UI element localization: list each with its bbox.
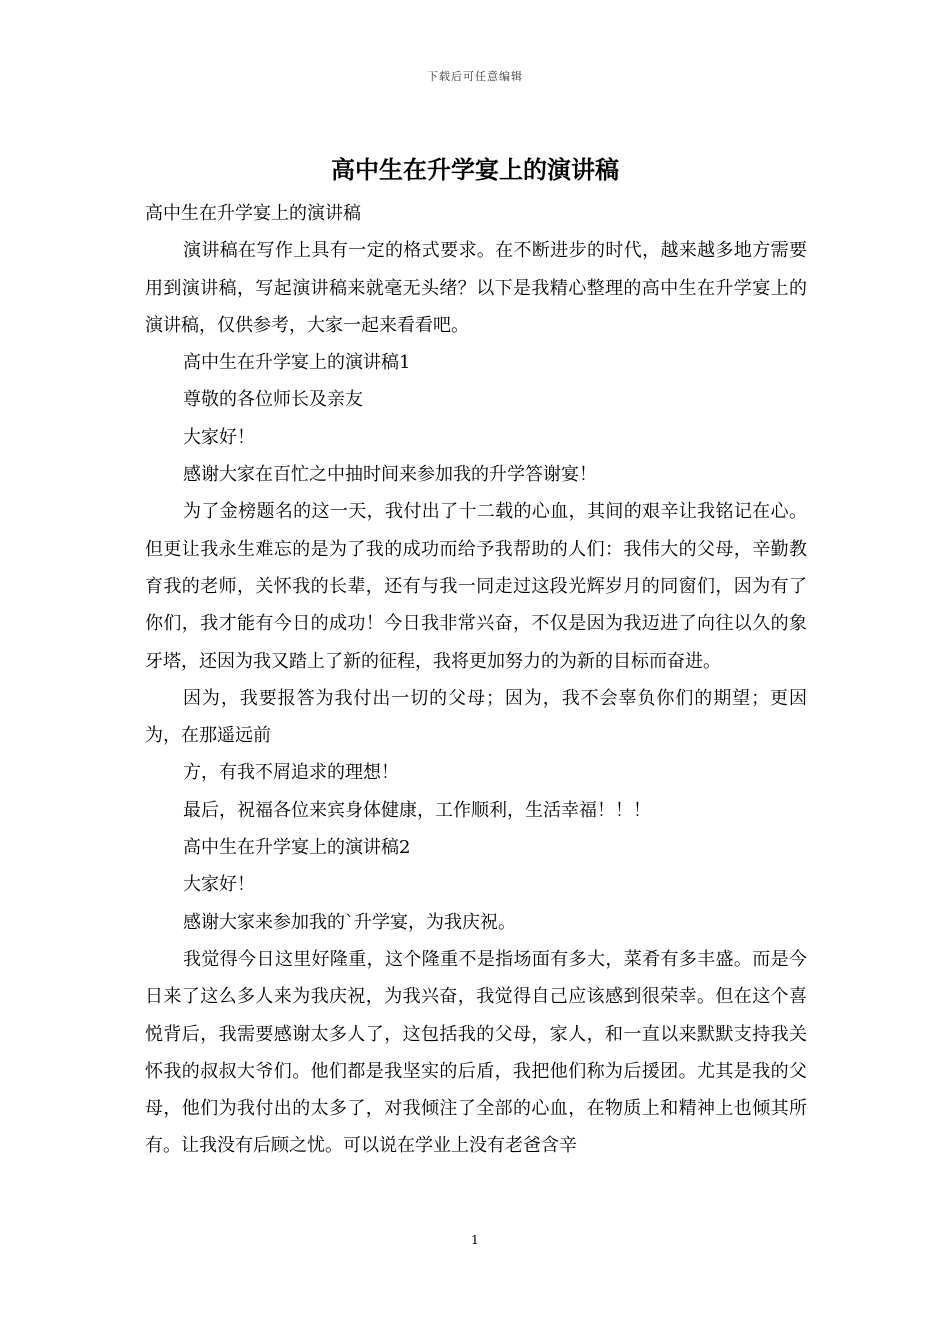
paragraph-body: 我觉得今日这里好隆重，这个隆重不是指场面有多大，菜肴有多丰盛。而是今日来了这么多人来为我庆祝，为我兴奋，我觉得自己应该感到很荣幸。但在这个喜悦背后，我需要感谢太多人了，这包括我的父母，家人，和一直以来默默支持我关怀我的叔叔大爷们。他们都是我坚实的后盾，我把他们称为后援团。尤其是我的父母，他们为我付出的太多了，对我倾注了全部的心血，在物质上和精神上也倾其所有。让我没有后顾之忧。可以说在学业上没有老爸含辛 bbox=[145, 948, 807, 1157]
section-heading-2: 高中生在升学宴上的演讲稿2 bbox=[183, 837, 411, 859]
paragraph-subtitle: 高中生在升学宴上的演讲稿 bbox=[145, 203, 361, 224]
document-body bbox=[145, 195, 807, 1165]
paragraph-thanks: 感谢大家来参加我的`升学宴，为我庆祝。 bbox=[183, 911, 516, 933]
paragraph-intro: 演讲稿在写作上具有一定的格式要求。在不断进步的时代，越来越多地方需要用到演讲稿，写起演讲稿来就毫无头绪？以下是我精心整理的高中生在升学宴上的演讲稿，仅供参考，大家一起来看看吧。 bbox=[145, 240, 807, 336]
paragraph-body: 方，有我不屑追求的理想！ bbox=[183, 762, 399, 784]
paragraph-salutation: 尊敬的各位师长及亲友 bbox=[183, 389, 363, 411]
paragraph-greeting: 大家好！ bbox=[183, 426, 255, 448]
paragraph-greeting: 大家好！ bbox=[183, 874, 255, 896]
paragraph-body: 因为，我要报答为我付出一切的父母；因为，我不会辜负你们的期望；更因为，在那遥远前 bbox=[145, 687, 807, 747]
section-heading-1: 高中生在升学宴上的演讲稿1 bbox=[183, 352, 411, 374]
page-number: 1 bbox=[471, 1233, 479, 1247]
paragraph-thanks: 感谢大家在百忙之中抽时间来参加我的升学答谢宴！ bbox=[183, 464, 597, 486]
paragraph-body: 为了金榜题名的这一天，我付出了十二载的心血，其间的艰辛让我铭记在心。但更让我永生难忘的是为了我的成功而给予我帮助的人们：我伟大的父母，辛勤教育我的老师，关怀我的长辈，还有与我一同走过这段光辉岁月的同窗们，因为有了你们，我才能有今日的成功！今日我非常兴奋，不仅是因为我迈进了向往以久的象牙塔，还因为我又踏上了新的征程，我将更加努力的为新的目标而奋进。 bbox=[145, 501, 807, 672]
document-title: 高中生在升学宴上的演讲稿 bbox=[331, 155, 619, 184]
paragraph-closing: 最后，祝福各位来宾身体健康，工作顺利，生活幸福！！！ bbox=[183, 799, 651, 821]
page-header-note: 下载后可任意编辑 bbox=[427, 70, 523, 83]
